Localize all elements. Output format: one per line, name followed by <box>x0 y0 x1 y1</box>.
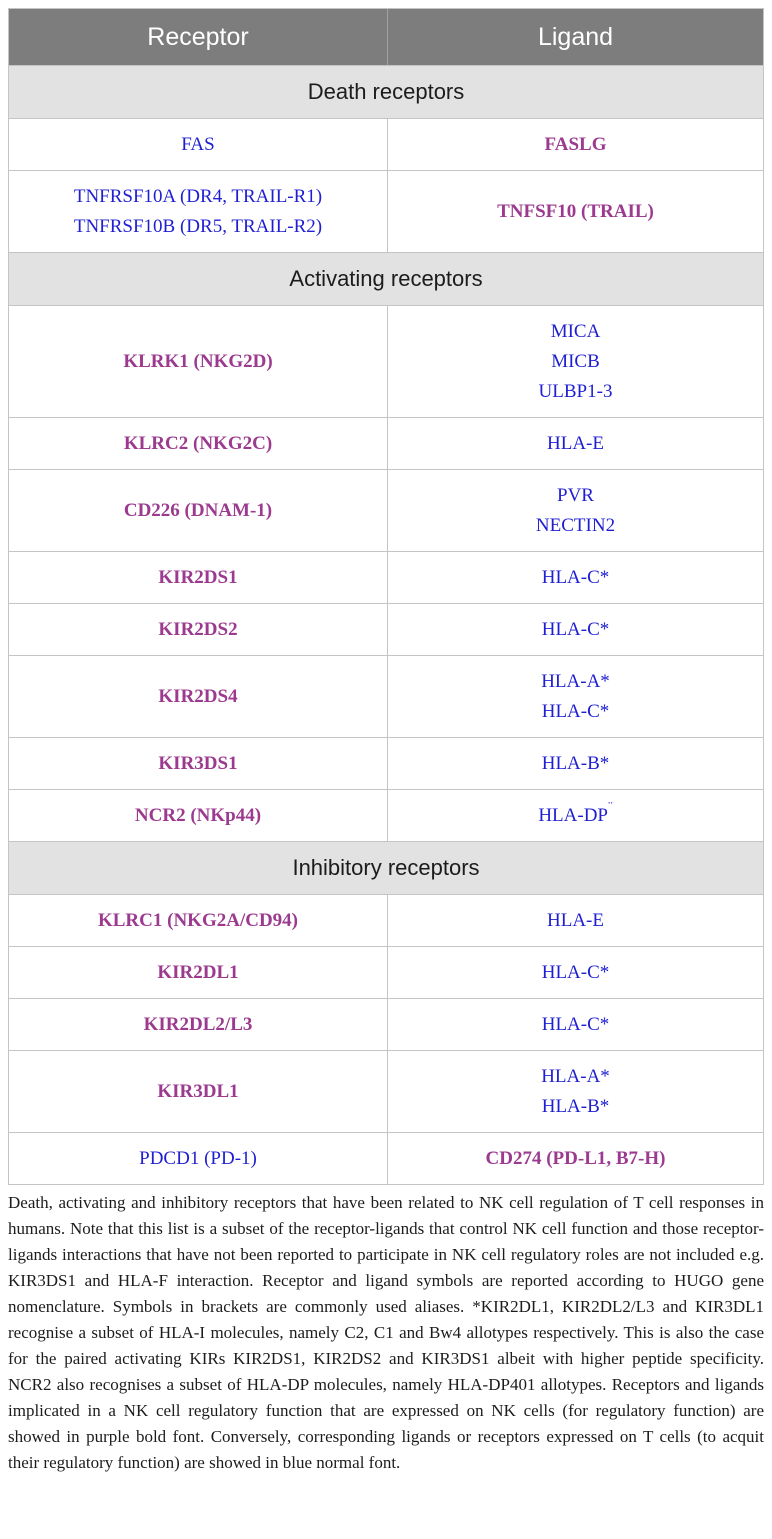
ligand-line <box>547 906 604 936</box>
receptor-name: KLRC2 (NKG2C) <box>123 432 273 454</box>
receptor-name: KIR2DL2/L3 <box>143 1013 253 1035</box>
receptor-name: KIR2DS4 <box>158 685 238 707</box>
receptor-cell <box>9 604 388 655</box>
ligand-line <box>542 1010 610 1040</box>
ligand-name: HLA-C* <box>541 566 610 588</box>
ligand-cell <box>388 604 763 655</box>
receptor-cell <box>9 738 388 789</box>
ligand-name: HLA-E <box>547 909 604 931</box>
ligand-name: PVR <box>557 484 594 506</box>
ligand-name: ULBP1-3 <box>538 380 613 402</box>
section-row <box>9 65 763 118</box>
ligand-name: FASLG <box>544 133 607 155</box>
ligand-name: TNFSF10 (TRAIL) <box>497 200 654 222</box>
ligand-name: HLA-C* <box>541 700 610 722</box>
receptor-line <box>98 906 298 936</box>
ligand-cell <box>388 1133 763 1184</box>
receptor-name: KLRC1 (NKG2A/CD94) <box>97 909 299 931</box>
table-footnote: Death, activating and inhibitory receptors that have been related to NK cell regulation of T cell responses in humans. Note that this list is a subset of the receptor-ligands that control NK cell function and those receptor-ligands interactions that have not been reported to participate in NK cell regulatory roles are not included e.g. KIR3DS1 and HLA-F interaction. Receptor and ligand symbols are reported according to HUGO gene nomenclature. Symbols in brackets are commonly used aliases. *KIR2DL1, KIR2DL2/L3 and KIR3DL1 recognise a subset of HLA-I molecules, namely C2, C1 and Bw4 allotypes respectively. This is also the case for the paired activating KIRs KIR2DS1, KIR2DS2 and KIR3DS1 albeit with higher peptide specificity. NCR2 also recognises a subset of HLA-DP molecules, namely HLA-DP401 allotypes. Receptors and ligands implicated in a NK cell regulatory function that are expressed on NK cells (for regulatory function) are showed in purple bold font. Conversely, corresponding ligands or receptors expressed on T cells (to acquit their regulatory function) are showed in blue normal font. <box>8 1193 764 1472</box>
ligand-cell <box>388 895 763 946</box>
ligand-name: MICA <box>550 320 601 342</box>
table-row <box>9 118 763 170</box>
receptor-cell <box>9 656 388 737</box>
ligand-line <box>542 1092 610 1122</box>
receptor-cell <box>9 947 388 998</box>
ligand-line <box>547 429 604 459</box>
table-row <box>9 737 763 789</box>
ligand-cell <box>388 306 763 417</box>
receptor-line <box>139 1144 257 1174</box>
ligand-line <box>551 317 601 347</box>
receptor-line <box>157 1077 238 1107</box>
ligand-line <box>497 197 654 227</box>
table-body <box>9 65 763 1184</box>
table-header-row <box>9 9 763 65</box>
table-row <box>9 789 763 841</box>
receptor-line <box>158 615 237 645</box>
receptor-cell <box>9 790 388 841</box>
table-row <box>9 1132 763 1184</box>
receptor-line <box>181 130 214 160</box>
receptor-line <box>74 182 322 212</box>
ligand-name: MICB <box>551 350 600 372</box>
ligand-name: HLA-E <box>547 432 604 454</box>
table-row <box>9 1050 763 1132</box>
table-row <box>9 170 763 252</box>
receptor-line <box>124 496 272 526</box>
receptor-name: TNFRSF10A (DR4, TRAIL-R1) <box>73 185 323 207</box>
ligand-name: NECTIN2 <box>535 514 616 536</box>
ligand-line <box>538 801 612 831</box>
ligand-cell <box>388 947 763 998</box>
receptor-name: KIR2DS2 <box>158 618 238 640</box>
receptor-name: KLRK1 (NKG2D) <box>123 350 273 372</box>
ligand-name: HLA-B* <box>541 1095 610 1117</box>
ligand-line <box>542 615 610 645</box>
receptor-line <box>135 801 261 831</box>
ligand-name: HLA-C* <box>541 961 610 983</box>
receptor-line <box>158 682 237 712</box>
ligand-line <box>542 749 610 779</box>
ligand-cell <box>388 171 763 252</box>
ligand-line <box>542 563 610 593</box>
receptor-line <box>123 347 272 377</box>
receptor-ligand-table <box>8 8 764 1185</box>
ligand-name: HLA-C* <box>541 1013 610 1035</box>
table-row <box>9 894 763 946</box>
ligand-line <box>541 1062 610 1092</box>
ligand-line <box>536 511 615 541</box>
receptor-cell <box>9 999 388 1050</box>
ligand-cell <box>388 738 763 789</box>
section-row <box>9 841 763 894</box>
receptor-name: NCR2 (NKp44) <box>134 804 262 826</box>
ligand-cell <box>388 470 763 551</box>
ligand-cell <box>388 790 763 841</box>
receptor-line <box>158 749 237 779</box>
ligand-line <box>557 481 594 511</box>
receptor-name: KIR2DL1 <box>157 961 239 983</box>
receptor-name: FAS <box>181 133 215 155</box>
ligand-line <box>539 377 613 407</box>
section-title: Inhibitory receptors <box>292 855 480 880</box>
receptor-line <box>158 563 237 593</box>
ligand-line <box>551 347 600 377</box>
table-row <box>9 655 763 737</box>
section-title: Death receptors <box>307 79 465 104</box>
ligand-cell <box>388 1051 763 1132</box>
ligand-name: HLA-A* <box>541 1065 610 1087</box>
receptor-cell <box>9 552 388 603</box>
table-row <box>9 305 763 417</box>
receptor-line <box>157 958 238 988</box>
ligand-name: HLA-C* <box>541 618 610 640</box>
receptor-line <box>144 1010 253 1040</box>
table-row <box>9 551 763 603</box>
ligand-cell <box>388 552 763 603</box>
ligand-cell <box>388 418 763 469</box>
ligand-line <box>542 958 610 988</box>
table-row <box>9 417 763 469</box>
receptor-line <box>74 212 322 242</box>
header-ligand: Ligand <box>537 22 614 51</box>
ligand-cell <box>388 656 763 737</box>
receptor-line <box>124 429 272 459</box>
receptor-cell <box>9 470 388 551</box>
table-row <box>9 603 763 655</box>
table-row <box>9 469 763 551</box>
ligand-cell <box>388 999 763 1050</box>
receptor-cell <box>9 306 388 417</box>
receptor-name: TNFRSF10B (DR5, TRAIL-R2) <box>73 215 323 237</box>
section-title: Activating receptors <box>289 266 483 291</box>
ligand-line <box>545 130 607 160</box>
ligand-line <box>542 697 610 727</box>
receptor-cell <box>9 895 388 946</box>
receptor-name: CD226 (DNAM-1) <box>123 499 273 521</box>
ligand-name: CD274 (PD-L1, B7-H) <box>485 1147 666 1169</box>
header-receptor: Receptor <box>9 9 388 65</box>
table-row <box>9 946 763 998</box>
receptor-cell <box>9 1133 388 1184</box>
ligand-name: HLA-B* <box>541 752 610 774</box>
ligand-footnote-mark: ¨ <box>608 800 613 816</box>
ligand-name: HLA-DP <box>538 804 608 826</box>
receptor-cell <box>9 418 388 469</box>
section-row <box>9 252 763 305</box>
ligand-name: HLA-A* <box>541 670 610 692</box>
receptor-name: KIR2DS1 <box>158 566 238 588</box>
receptor-cell <box>9 1051 388 1132</box>
receptor-name: KIR3DS1 <box>158 752 238 774</box>
receptor-cell <box>9 119 388 170</box>
receptor-cell <box>9 171 388 252</box>
ligand-line <box>541 667 610 697</box>
ligand-line <box>486 1144 666 1174</box>
receptor-name: PDCD1 (PD-1) <box>139 1147 257 1169</box>
ligand-cell <box>388 119 763 170</box>
receptor-name: KIR3DL1 <box>157 1080 239 1102</box>
table-row <box>9 998 763 1050</box>
